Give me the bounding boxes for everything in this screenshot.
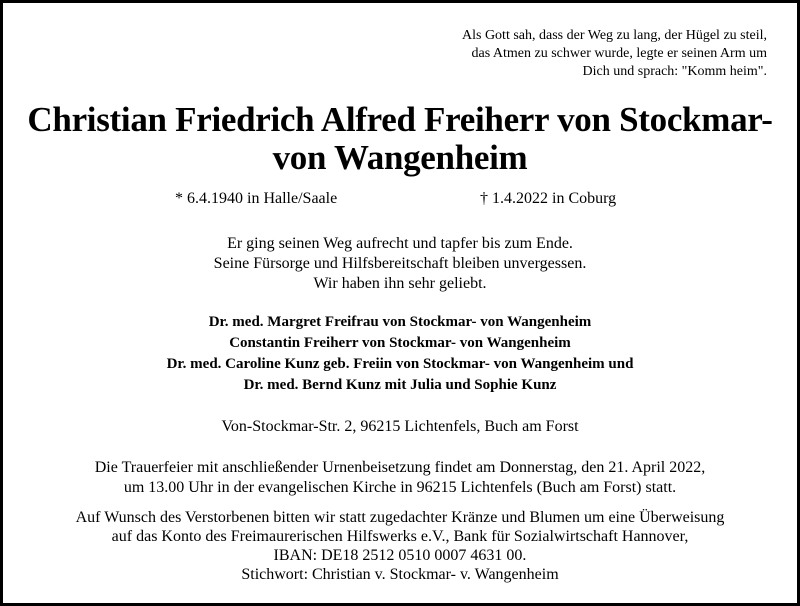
quote-line: Dich und sprach: "Komm heim".	[582, 64, 767, 79]
mourners-list	[3, 312, 797, 396]
donation-line: auf das Konto des Freimaurerischen Hilfswerks e.V., Bank für Sozialwirtschaft Hannover,	[111, 528, 689, 545]
memorial-quote	[367, 27, 767, 81]
mourner-name: Dr. med. Margret Freifrau von Stockmar- von Wangenheim	[208, 314, 592, 330]
donation-iban: IBAN: DE18 2512 0510 0007 4631 00.	[273, 547, 527, 564]
donation-request	[3, 508, 797, 584]
funeral-line: Die Trauerfeier mit anschließender Urnenbeisetzung findet am Donnerstag, den 21. April 2022,	[94, 459, 706, 476]
deceased-name-line: Christian Friedrich Alfred Freiherr von Stockmar-	[27, 100, 773, 139]
family-address: Von-Stockmar-Str. 2, 96215 Lichtenfels, Buch am Forst	[221, 418, 579, 435]
deceased-name	[3, 101, 797, 177]
tribute-line: Wir haben ihn sehr geliebt.	[313, 275, 487, 292]
birth-date: * 6.4.1940 in Halle/Saale	[175, 190, 338, 207]
tribute-line: Er ging seinen Weg aufrecht und tapfer bis zum Ende.	[227, 235, 573, 252]
funeral-info	[3, 458, 797, 498]
quote-line: Als Gott sah, dass der Weg zu lang, der Hügel zu steil,	[462, 28, 767, 43]
donation-keyword: Stichwort: Christian v. Stockmar- v. Wangenheim	[241, 566, 559, 583]
mourner-name: Dr. med. Bernd Kunz mit Julia und Sophie Kunz	[243, 377, 557, 393]
quote-line: das Atmen zu schwer wurde, legte er seinen Arm um	[471, 46, 767, 61]
tribute-text	[3, 234, 797, 294]
donation-line: Auf Wunsch des Verstorbenen bitten wir statt zugedachter Kränze und Blumen um eine Überweisung	[75, 509, 725, 526]
mourner-name: Dr. med. Caroline Kunz geb. Freiin von Stockmar- von Wangenheim und	[166, 356, 634, 372]
mourner-name: Constantin Freiherr von Stockmar- von Wangenheim	[229, 335, 571, 351]
funeral-line: um 13.00 Uhr in der evangelischen Kirche in 96215 Lichtenfels (Buch am Forst) statt.	[123, 479, 677, 496]
deceased-name-line: von Wangenheim	[272, 138, 528, 177]
tribute-line: Seine Fürsorge und Hilfsbereitschaft bleiben unvergessen.	[213, 255, 587, 272]
death-date: † 1.4.2022 in Coburg	[480, 190, 617, 207]
